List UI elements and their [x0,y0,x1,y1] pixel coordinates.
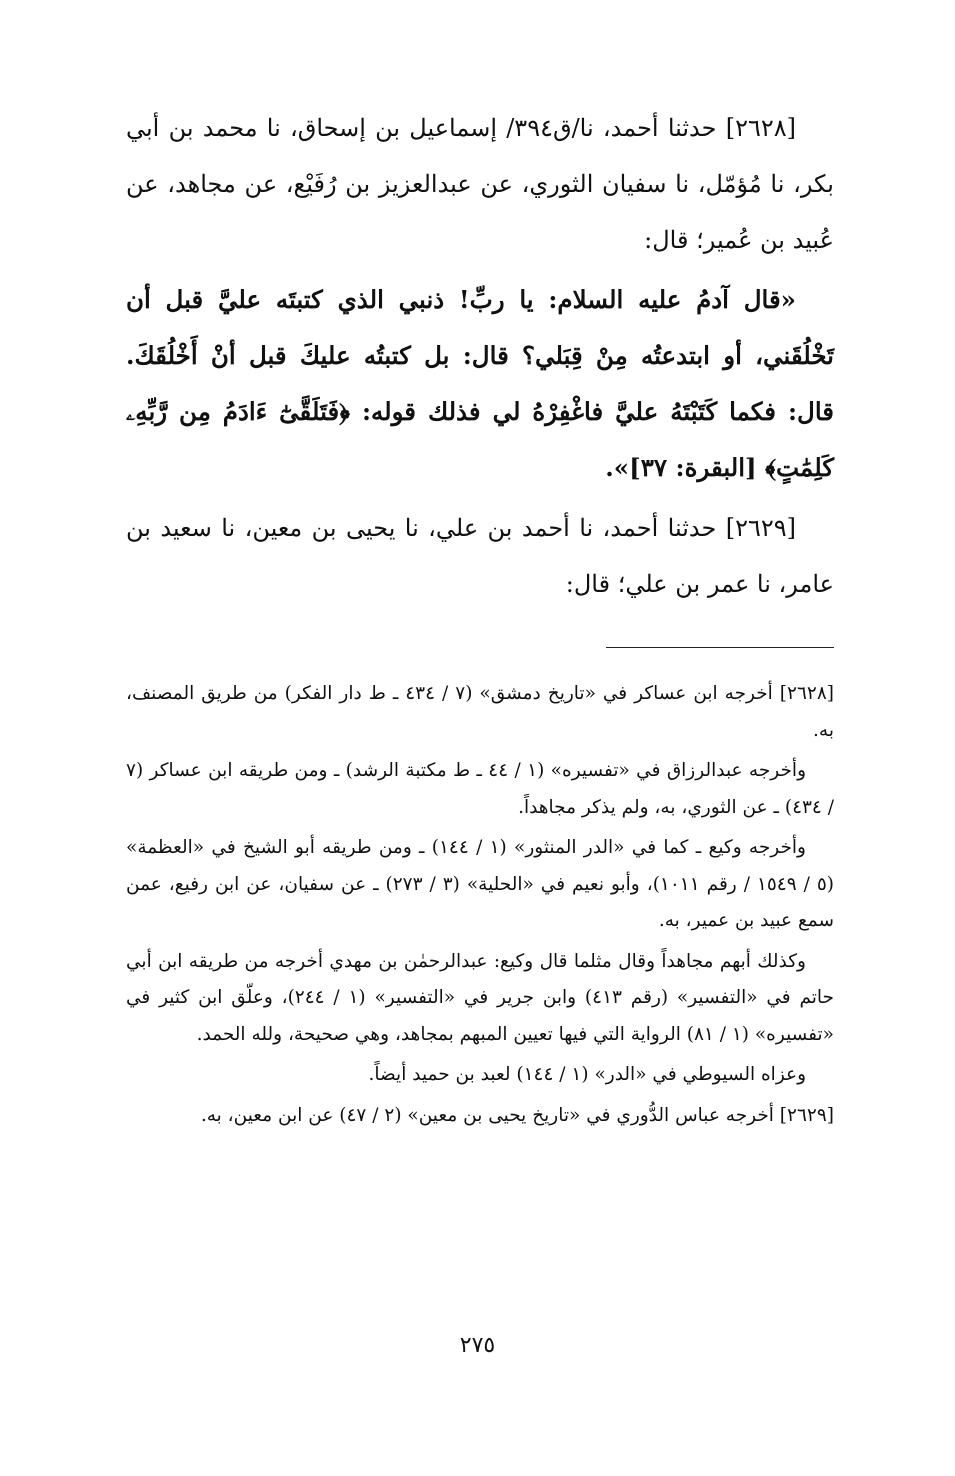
footnote-2629: [٢٦٢٩] أخرجه عباس الدُّوري في «تاريخ يحيى بن معين» (٢ / ٤٧) عن ابن معين، به. [200,1104,834,1126]
footnote-separator [606,647,834,648]
footnote-abdulrahman: وكذلك أبهم مجاهداً وقال مثلما قال وكيع: عبدالرحمٰن بن مهدي أخرجه من طريقه ابن أبي حاتم في «التفسير» (رقم ٤١٣) وابن جرير في «التفسير» (١ / ٢٤٤)، وعلّق ابن كثير في «تفسيره» (١ / ٨١) الرواية التي فيها تعيين المبهم بمجاهد، وهي صحيحة، ولله الحمد. [126,950,834,1045]
footnotes [126,676,834,1138]
hadith-2628-chain: [٢٦٢٨] حدثنا أحمد، نا/ق٣٩٤/ إسماعيل بن إسحاق، نا محمد بن أبي بكر، نا مُؤمّل، نا سفيان الثوري، عن عبدالعزيز بن رُفَيْع، عن مجاهد، عن عُبيد بن عُمير؛ قال: [126,114,834,254]
hadith-2628-text: «قال آدمُ عليه السلام: يا ربِّ! ذنبي الذي كتبتَه عليَّ قبل أن تَخْلُقَني، أو ابتدعتُه مِنْ قِبَلي؟ قال: بل كتبتُه عليكَ قبل أنْ أَخْلُقَكَ. قال: فكما كَتَبْتَهُ عليَّ فاغْفِرْهُ لي فذلك قوله: ﴿فَتَلَقَّىٰٓ ءَادَمُ مِن رَّبِّهِۦ كَلِمَٰتٍ﴾ [البقرة: ٣٧]». [126,285,834,482]
page-number: ٢٧٥ [459,1333,496,1358]
main-text [126,100,834,612]
footnote-abdulrazzaq: وأخرجه عبدالرزاق في «تفسيره» (١ / ٤٤ ـ ط مكتبة الرشد) ـ ومن طريقه ابن عساكر (٧ / ٤٣٤) ـ عن الثوري، به، ولم يذكر مجاهداً. [126,760,834,818]
footnote-waki: وأخرجه وكيع ـ كما في «الدر المنثور» (١ / ١٤٤) ـ ومن طريقه أبو الشيخ في «العظمة» (٥ / ١٥٤٩ / رقم ١٠١١)، وأبو نعيم في «الحلية» (٣ / ٢٧٣) ـ عن سفيان، عن ابن رفيع، عمن سمع عبيد بن عمير، به. [126,837,835,931]
hadith-2629-chain: [٢٦٢٩] حدثنا أحمد، نا أحمد بن علي، نا يحيى بن معين، نا سعيد بن عامر، نا عمر بن علي؛ قال: [126,514,834,598]
footnote-2628: [٢٦٢٨] أخرجه ابن عساكر في «تاريخ دمشق» (٧ / ٤٣٤ ـ ط دار الفكر) من طريق المصنف، به. [126,683,834,741]
footnote-suyuti: وعزاه السيوطي في «الدر» (١ / ١٤٤) لعبد بن حميد أيضاً. [368,1064,806,1085]
